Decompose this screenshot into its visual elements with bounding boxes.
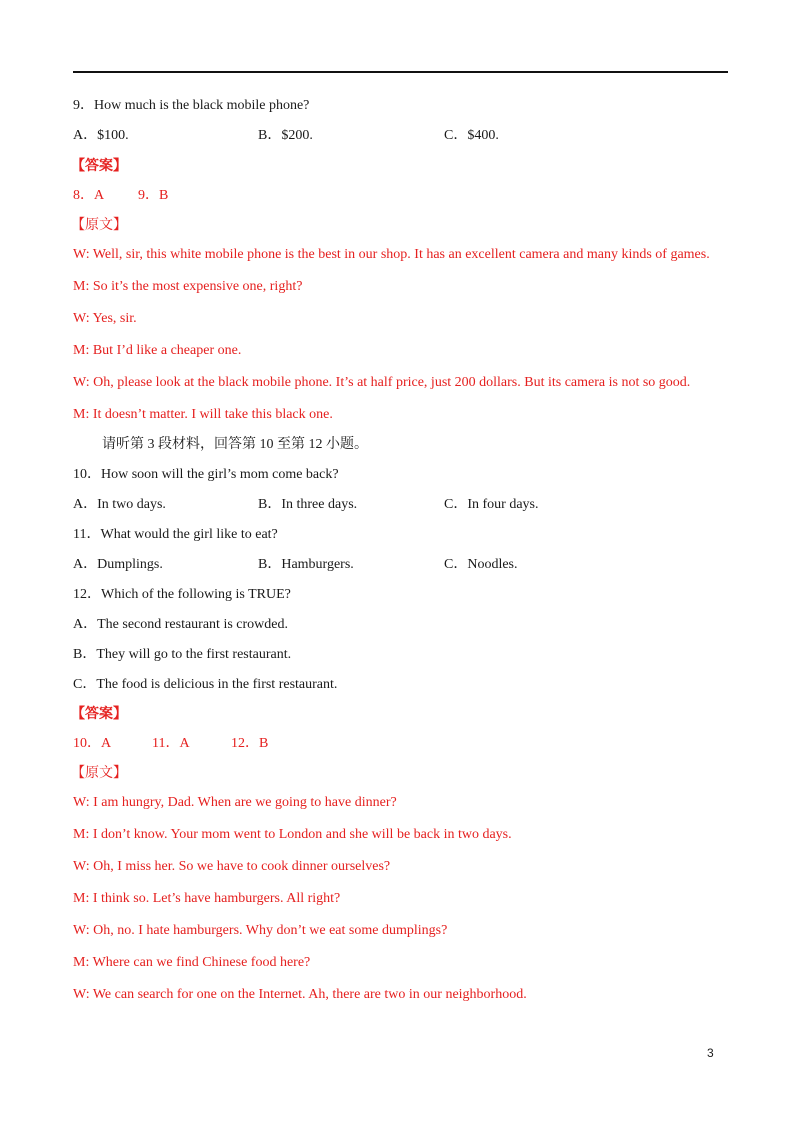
transcript-line: W: Oh, no. I hate hamburgers. Why don’t we eat some dumplings? bbox=[73, 923, 448, 938]
option-c: C．$400. bbox=[444, 128, 499, 143]
transcript-line: W: We can search for one on the Internet. Ah, there are two in our neighborhood. bbox=[73, 987, 527, 1002]
transcript-line: M: So it’s the most expensive one, right? bbox=[73, 279, 303, 294]
answer-value: 10．A bbox=[73, 736, 112, 751]
transcript-line: M: Where can we find Chinese food here? bbox=[73, 955, 311, 970]
question-10: 10．How soon will the girl’s mom come back? bbox=[73, 467, 339, 482]
option-c: C．In four days. bbox=[444, 497, 539, 512]
answer-value: 12．B bbox=[231, 736, 269, 751]
transcript-line: M: It doesn’t matter. I will take this black one. bbox=[73, 407, 333, 422]
transcript-line: W: I am hungry, Dad. When are we going to have dinner? bbox=[73, 795, 397, 810]
option-b: B．They will go to the first restaurant. bbox=[73, 647, 292, 662]
header-rule bbox=[73, 71, 728, 73]
transcript-heading: 【原文】 bbox=[71, 766, 127, 781]
transcript-line: W: Well, sir, this white mobile phone is the best in our shop. It has an excellent camera and many kinds of games. bbox=[73, 247, 710, 262]
transcript-line: W: Yes, sir. bbox=[73, 311, 137, 326]
answer-heading: 【答案】 bbox=[71, 159, 127, 174]
transcript-line: M: But I’d like a cheaper one. bbox=[73, 343, 242, 358]
section-instruction: 请听第 3 段材料，回答第 10 至第 12 小题。 bbox=[102, 437, 368, 452]
question-11: 11．What would the girl like to eat? bbox=[73, 527, 278, 542]
answer-value: 11．A bbox=[152, 736, 190, 751]
option-b: B．$200. bbox=[258, 128, 313, 143]
option-b: B．Hamburgers. bbox=[258, 557, 354, 572]
option-c: C．Noodles. bbox=[444, 557, 518, 572]
option-c: C．The food is delicious in the first restaurant. bbox=[73, 677, 338, 692]
transcript-line: W: Oh, I miss her. So we have to cook dinner ourselves? bbox=[73, 859, 391, 874]
answer-value: 8．A bbox=[73, 188, 105, 203]
answer-value: 9．B bbox=[138, 188, 169, 203]
page-number: 3 bbox=[707, 1046, 714, 1060]
option-a: A．$100. bbox=[73, 128, 129, 143]
answer-heading: 【答案】 bbox=[71, 707, 127, 722]
transcript-line: M: I don’t know. Your mom went to London and she will be back in two days. bbox=[73, 827, 512, 842]
question-9: 9．How much is the black mobile phone? bbox=[73, 98, 310, 113]
option-a: A．Dumplings. bbox=[73, 557, 163, 572]
option-a: A．The second restaurant is crowded. bbox=[73, 617, 288, 632]
option-a: A．In two days. bbox=[73, 497, 166, 512]
question-12: 12．Which of the following is TRUE? bbox=[73, 587, 291, 602]
transcript-heading: 【原文】 bbox=[71, 218, 127, 233]
transcript-line: M: I think so. Let’s have hamburgers. All right? bbox=[73, 891, 341, 906]
option-b: B．In three days. bbox=[258, 497, 358, 512]
transcript-line: W: Oh, please look at the black mobile phone. It’s at half price, just 200 dollars. But its camera is not so good. bbox=[73, 375, 691, 390]
